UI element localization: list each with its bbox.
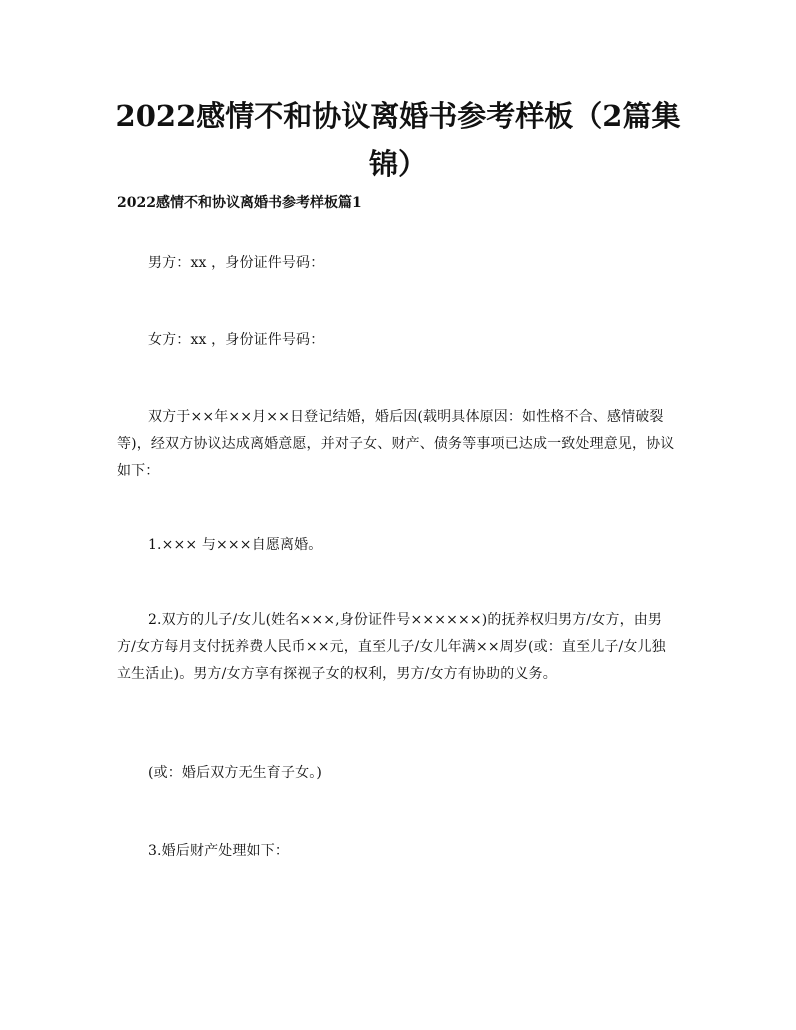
paragraph-marriage-info: 双方于××年××月××日登记结婚，婚后因(载明具体原因：如性格不合、感情破裂等)，经双方协议达成离婚意愿，并对子女、财产、债务等事项已达成一致处理意见，协议如下： (117, 409, 675, 479)
document-title: 2022感情不和协议离婚书参考样板（2篇集锦） (115, 99, 681, 181)
section-heading: 2022感情不和协议离婚书参考样板篇1 (117, 195, 362, 211)
paragraph-clause-3: 3.婚后财产处理如下： (148, 843, 290, 859)
paragraph-no-children-alt: (或：婚后双方无生育子女。) (148, 765, 323, 781)
paragraph-male-party: 男方：xx ，身份证件号码： (148, 255, 325, 271)
paragraph-female-party: 女方：xx ，身份证件号码： (148, 332, 325, 348)
paragraph-clause-1: 1.××× 与×××自愿离婚。 (148, 537, 323, 553)
paragraph-clause-2: 2.双方的儿子/女儿(姓名×××,身份证件号××××××)的抚养权归男方/女方，由男方/女方每月支付抚养费人民币××元，直至儿子/女儿年满××周岁(或：直至儿子/女儿独立生活止)。男方/女方享有探视子女的权利，男方/女方有协助的义务。 (117, 612, 666, 682)
